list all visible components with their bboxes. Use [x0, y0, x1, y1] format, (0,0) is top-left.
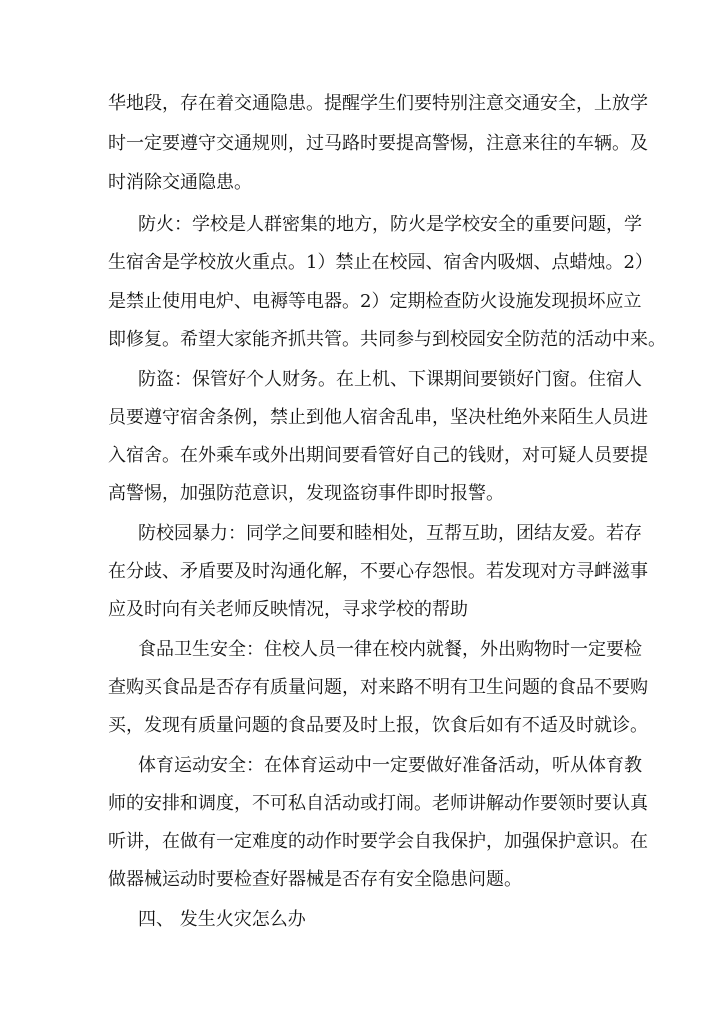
body-text-line: 买，发现有质量问题的食品要及时上报，饮食后如有不适及时就诊。 — [108, 715, 648, 736]
body-text-line: 入宿舍。在外乘车或外出期间要看管好自己的钱财，对可疑人员要提 — [108, 445, 648, 466]
body-text-line: 华地段，存在着交通隐患。提醒学生们要特别注意交通安全，上放学 — [108, 93, 648, 114]
section-heading-fire: 四、 发生火灾怎么办 — [138, 909, 306, 930]
body-text-line: 师的安排和调度，不可私自活动或打闹。老师讲解动作要领时要认真 — [108, 793, 648, 814]
paragraph-sports-safety: 体育运动安全：在体育运动中一定要做好准备活动，听从体育教 — [138, 755, 642, 776]
paragraph-fire-prevention: 防火：学校是人群密集的地方，防火是学校安全的重要问题，学 — [138, 214, 642, 235]
body-text-line: 在分歧、矛盾要及时沟通化解，不要心存怨恨。若发现对方寻衅滋事 — [108, 561, 648, 582]
body-text-line: 生宿舍是学校放火重点。1）禁止在校园、宿舍内吸烟、点蜡烛。2） — [108, 252, 653, 273]
body-text-line: 查购买食品是否存有质量问题，对来路不明有卫生问题的食品不要购 — [108, 677, 648, 698]
paragraph-food-safety: 食品卫生安全：住校人员一律在校内就餐，外出购物时一定要检 — [138, 639, 642, 660]
body-text-line: 时消除交通隐患。 — [108, 172, 252, 193]
body-text-line: 即修复。希望大家能齐抓共管。共同参与到校园安全防范的活动中来。 — [108, 329, 666, 350]
body-text-line: 做器械运动时要检查好器械是否存有安全隐患问题。 — [108, 869, 522, 890]
body-text-line: 高警惕，加强防范意识，发现盗窃事件即时报警。 — [108, 483, 504, 504]
paragraph-campus-violence: 防校园暴力：同学之间要和睦相处，互帮互助，团结友爱。若存 — [138, 523, 642, 544]
body-text-line: 员要遵守宿舍条例，禁止到他人宿舍乱串，坚决杜绝外来陌生人员进 — [108, 407, 648, 428]
paragraph-theft-prevention: 防盗：保管好个人财务。在上机、下课期间要锁好门窗。住宿人 — [138, 369, 642, 390]
body-text-line: 是禁止使用电炉、电褥等电器。2）定期检查防火设施发现损坏应立 — [108, 291, 642, 312]
body-text-line: 应及时向有关老师反映情况，寻求学校的帮助 — [108, 599, 468, 620]
body-text-line: 听讲，在做有一定难度的动作时要学会自我保护，加强保护意识。在 — [108, 831, 648, 852]
body-text-line: 时一定要遵守交通规则，过马路时要提高警惕，注意来往的车辆。及 — [108, 133, 648, 154]
